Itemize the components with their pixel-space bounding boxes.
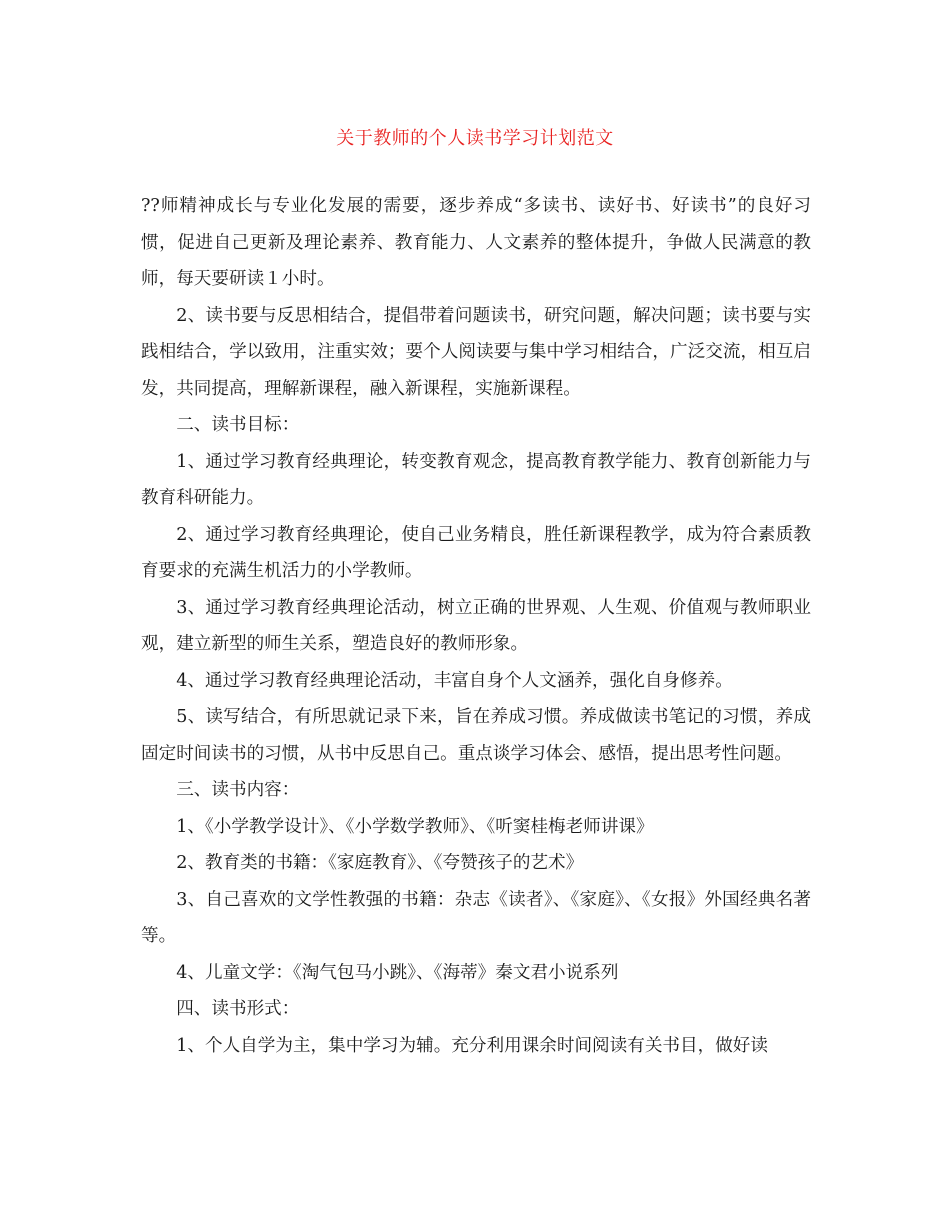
- paragraph-reading-reflection: 2、读书要与反思相结合，提倡带着问题读书，研究问题，解决问题；读书要与实践相结合，学以致用，注重实效；要个人阅读要与集中学习相结合，广泛交流，相互启发，共同提高，理解新课程，融入新课程，实施新课程。: [141, 305, 811, 399]
- format-item-1: 1、个人自学为主，集中学习为辅。充分利用课余时间阅读有关书目，做好读: [176, 1035, 768, 1056]
- goal-item-5: 5、读写结合，有所思就记录下来，旨在养成习惯。养成做读书笔记的习惯，养成固定时间读书的习惯，从书中反思自己。重点谈学习体会、感悟，提出思考性问题。: [141, 707, 811, 764]
- paragraph-intro-continued: ??师精神成长与专业化发展的需要，逐步养成“多读书、读好书、好读书”的良好习惯，促进自己更新及理论素养、教育能力、人文素养的整体提升，争做人民满意的教师，每天要研读１小时。: [141, 196, 811, 289]
- content-item-4: 4、儿童文学：《淘气包马小跳》、《海蒂》秦文君小说系列: [176, 962, 619, 983]
- goal-item-4: 4、通过学习教育经典理论活动，丰富自身个人文涵养，强化自身修养。: [176, 670, 733, 691]
- goal-item-2: 2、通过学习教育经典理论，使自己业务精良，胜任新课程教学，成为符合素质教育要求的充满生机活力的小学教师。: [141, 524, 811, 581]
- section-heading-goals: 二、读书目标：: [176, 415, 300, 435]
- document-body: [141, 188, 811, 1064]
- goal-item-1: 1、通过学习教育经典理论，转变教育观念，提高教育教学能力、教育创新能力与教育科研能力。: [141, 451, 811, 508]
- document-title: 关于教师的个人读书学习计划范文: [336, 128, 614, 149]
- content-item-3: 3、自己喜欢的文学性教强的书籍：杂志《读者》、《家庭》、《女报》外国经典名著等。: [141, 889, 811, 946]
- content-item-2: 2、教育类的书籍：《家庭教育》、《夸赞孩子的艺术》: [176, 853, 584, 873]
- content-item-1: 1、《小学教学设计》、《小学数学教师》、《听窦桂梅老师讲课》: [176, 816, 654, 837]
- goal-item-3: 3、通过学习教育经典理论活动，树立正确的世界观、人生观、价值观与教师职业观，建立新型的师生关系，塑造良好的教师形象。: [141, 597, 811, 654]
- section-heading-format: 四、读书形式：: [176, 999, 300, 1019]
- section-heading-content: 三、读书内容：: [176, 780, 300, 800]
